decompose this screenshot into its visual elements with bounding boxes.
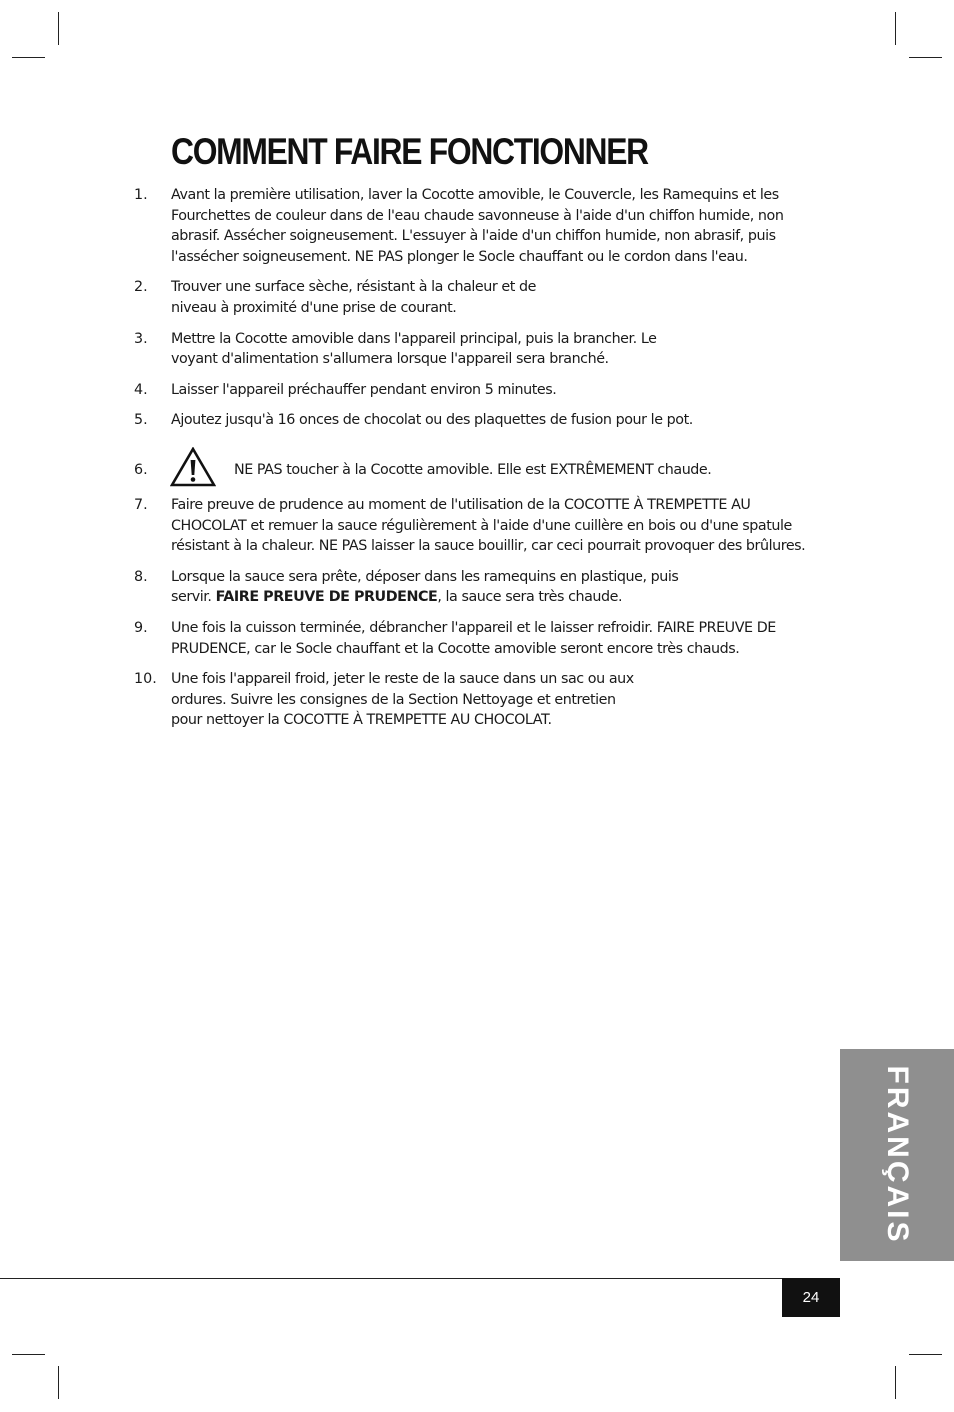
- crop-mark-bottom-left-v: [58, 1366, 59, 1399]
- step-text: Trouver une surface sèche, résistant à la chaleur et de niveau à proximité d'une prise de courant.: [171, 279, 536, 316]
- list-item: [0, 567, 954, 608]
- page-title: COMMENT FAIRE FONCTIONNER: [171, 131, 648, 172]
- list-item: [0, 329, 954, 370]
- crop-mark-bottom-right-v: [895, 1366, 896, 1399]
- language-label: FRANÇAIS: [881, 1065, 914, 1245]
- step-number: 2.: [134, 279, 148, 296]
- step-text: Laisser l'appareil préchauffer pendant environ 5 minutes.: [171, 381, 557, 398]
- crop-mark-bottom-left-h: [12, 1354, 45, 1355]
- list-item: [0, 185, 954, 267]
- caution-emphasis: FAIRE PREUVE DE PRUDENCE: [215, 589, 438, 606]
- step-number: 9.: [134, 619, 148, 636]
- step-text: Mettre la Cocotte amovible dans l'appareil principal, puis la brancher. Le voyant d'alimentation s'allumera lorsque l'appareil sera branché.: [171, 330, 657, 368]
- step-text: Ajoutez jusqu'à 16 onces de chocolat ou des plaquettes de fusion pour le pot.: [171, 412, 693, 429]
- step-text: Une fois la cuisson terminée, débrancher l'appareil et le laisser refroidir. FAIRE PREUVE DE PRUDENCE, car le Socle chauffant et la Cocotte amovible seront encore très chauds.: [171, 619, 776, 657]
- list-item: [0, 380, 954, 401]
- page-number: 24: [782, 1278, 840, 1317]
- crop-mark-top-left-h: [12, 57, 45, 58]
- step-text: Avant la première utilisation, laver la Cocotte amovible, le Couvercle, les Ramequins et les Fourchettes de couleur dans de l'eau chaude savonneuse à l'aide d'un chiffon humide, non abrasif. Assécher soigneusement. L'essuyer à l'aide d'un chiffon humide, non abrasif, puis l'assécher soigneusement. NE PAS plonger le Socle chauffant ou le cordon dans l'eau.: [171, 187, 784, 265]
- step-number: 4.: [134, 381, 148, 398]
- crop-mark-top-left-v: [58, 12, 59, 45]
- footer-divider: [0, 1278, 840, 1279]
- crop-mark-top-right-h: [909, 57, 942, 58]
- warning-text: NE PAS toucher à la Cocotte amovible. Elle est EXTRÊMEMENT chaude.: [234, 461, 712, 478]
- step-number: 10.: [134, 671, 157, 688]
- list-item: [0, 410, 954, 431]
- warning-triangle-icon: [170, 447, 216, 487]
- instruction-list: [0, 185, 954, 741]
- list-item-warning: [0, 445, 954, 485]
- step-number: 3.: [134, 330, 148, 347]
- step-text: Lorsque la sauce sera prête, déposer dans les ramequins en plastique, puis servir. FAIRE PREUVE DE PRUDENCE, la sauce sera très chaude.: [171, 568, 679, 606]
- list-item: [0, 669, 954, 731]
- step-number: 1.: [134, 187, 148, 203]
- list-item: [0, 277, 954, 318]
- crop-mark-top-right-v: [895, 12, 896, 45]
- crop-mark-bottom-right-h: [909, 1354, 942, 1355]
- step-text: Une fois l'appareil froid, jeter le reste de la sauce dans un sac ou aux ordures. Suivre les consignes de la Section Nettoyage et entretien pour nettoyer la COCOTTE À TREMPETTE AU CHOCOLAT.: [171, 671, 634, 729]
- list-item: [0, 618, 954, 659]
- step-number: 6.: [134, 461, 148, 478]
- step-number: 8.: [134, 568, 148, 585]
- list-item: [0, 495, 954, 557]
- language-tab: [840, 1049, 954, 1261]
- step-text: Faire preuve de prudence au moment de l'utilisation de la COCOTTE À TREMPETTE AU CHOCOLAT et remuer la sauce régulièrement à l'aide d'une cuillère en bois ou d'une spatule résistant à la chaleur. NE PAS laisser la sauce bouillir, car ceci pourrait provoquer des brûlures.: [171, 496, 806, 555]
- step-number: 7.: [134, 496, 148, 513]
- step-number: 5.: [134, 412, 148, 429]
